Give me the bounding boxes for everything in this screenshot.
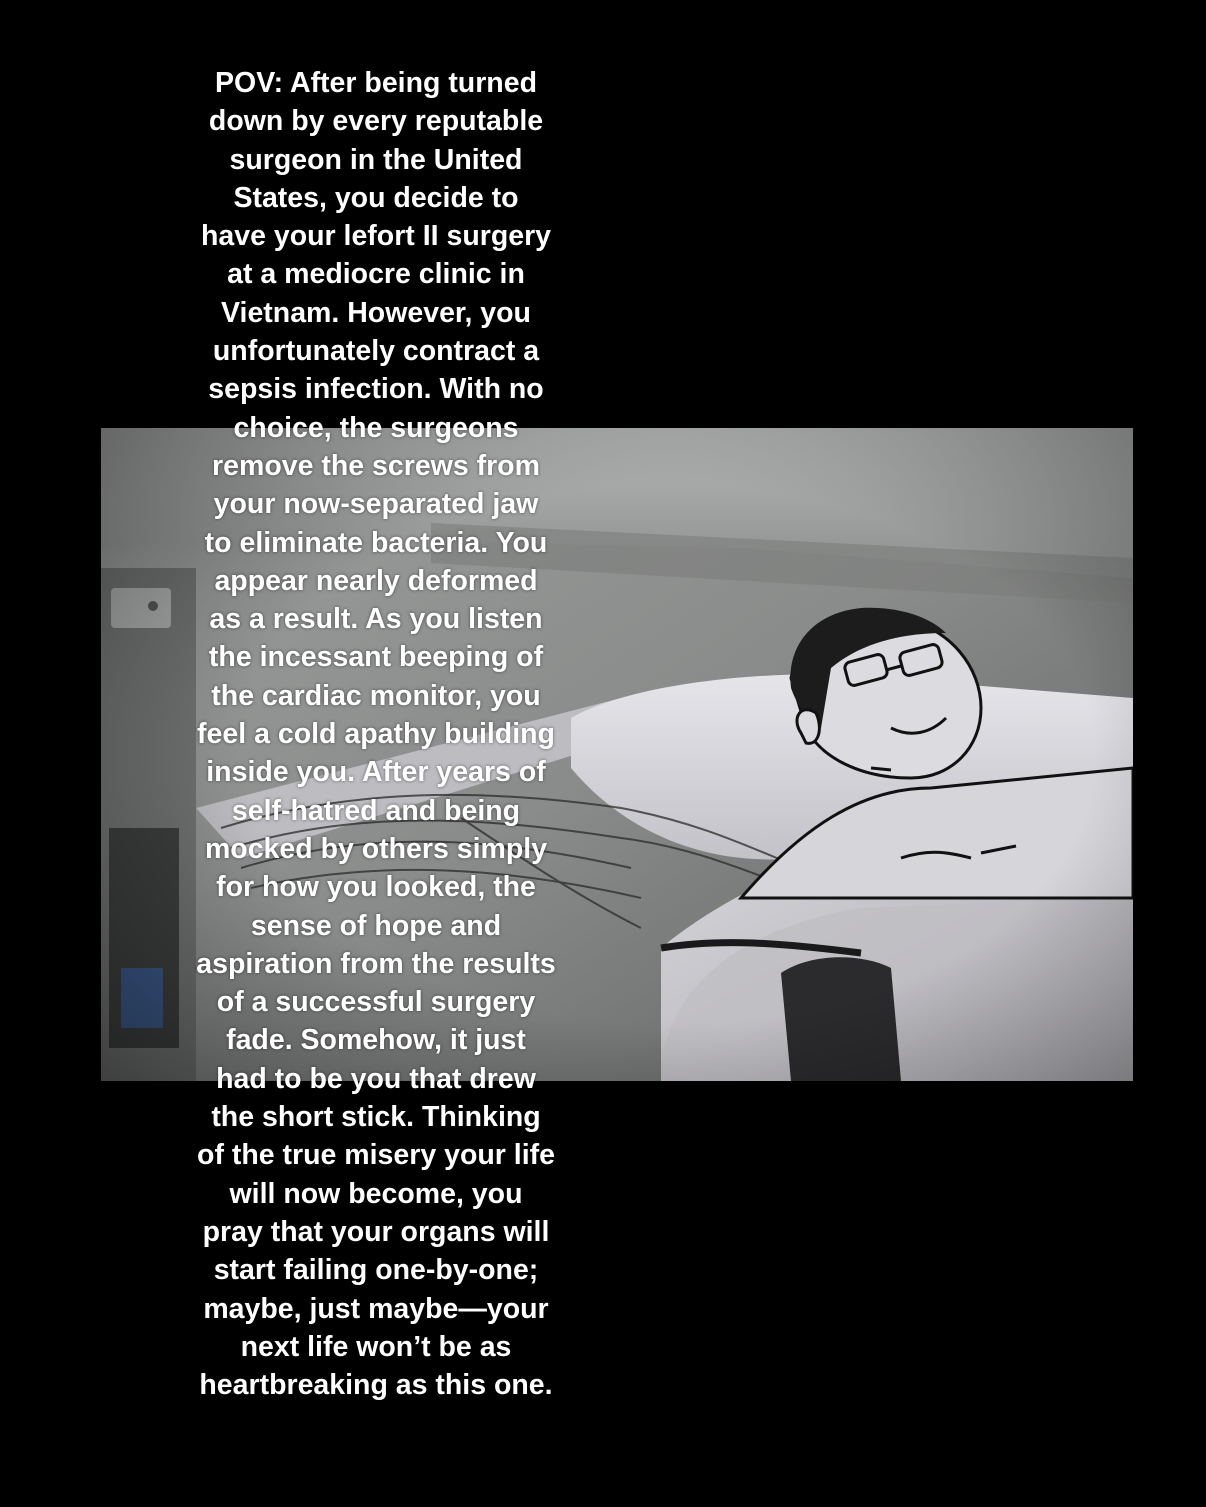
caption-line: appear nearly deformed — [214, 564, 538, 597]
caption-line: next life won’t be as — [240, 1330, 512, 1363]
caption-line: at a mediocre clinic in — [227, 258, 525, 291]
caption-line: heartbreaking as this one. — [199, 1369, 553, 1402]
caption-line: self-hatred and being — [231, 794, 521, 827]
caption-line: POV: After being turned — [215, 67, 537, 99]
caption-line: to eliminate bacteria. You — [204, 526, 548, 559]
caption-line: as a result. As you listen — [209, 603, 543, 636]
caption-line: choice, the surgeons — [233, 411, 519, 444]
caption-line: of a successful surgery — [216, 986, 536, 1019]
caption-line: sepsis infection. With no — [208, 373, 544, 406]
caption-line: the short stick. Thinking — [211, 1101, 541, 1134]
caption-line: States, you decide to — [233, 181, 519, 214]
caption-line: for how you looked, the — [216, 871, 536, 904]
caption-line: maybe, just maybe—your — [203, 1292, 549, 1325]
caption-line: have your lefort II surgery — [200, 220, 552, 253]
caption-line: had to be you that drew — [216, 1062, 536, 1095]
caption-line: inside you. After years of — [206, 756, 546, 789]
caption-line: mocked by others simply — [204, 832, 548, 865]
caption-line: start failing one-by-one; — [213, 1254, 539, 1287]
caption-line: remove the screws from — [212, 449, 540, 482]
caption-line: of the true misery your life — [197, 1139, 555, 1172]
caption-line: unfortunately contract a — [212, 335, 540, 368]
caption-line: feel a cold apathy building — [197, 718, 555, 751]
caption-line: your now-separated jaw — [213, 488, 539, 521]
caption-line: aspiration from the results — [196, 947, 556, 980]
caption-line: will now become, you — [229, 1177, 523, 1210]
caption-line: the incessant beeping of — [208, 641, 544, 674]
caption-line: sense of hope and — [250, 909, 502, 942]
caption-line: down by every reputable — [208, 105, 544, 138]
caption-line: surgeon in the United — [229, 143, 523, 176]
pov-caption — [150, 64, 602, 1404]
caption-line: the cardiac monitor, you — [211, 679, 541, 712]
caption-line: Vietnam. However, you — [221, 296, 531, 329]
caption-line: fade. Somehow, it just — [226, 1024, 526, 1057]
caption-line: pray that your organs will — [202, 1215, 550, 1248]
